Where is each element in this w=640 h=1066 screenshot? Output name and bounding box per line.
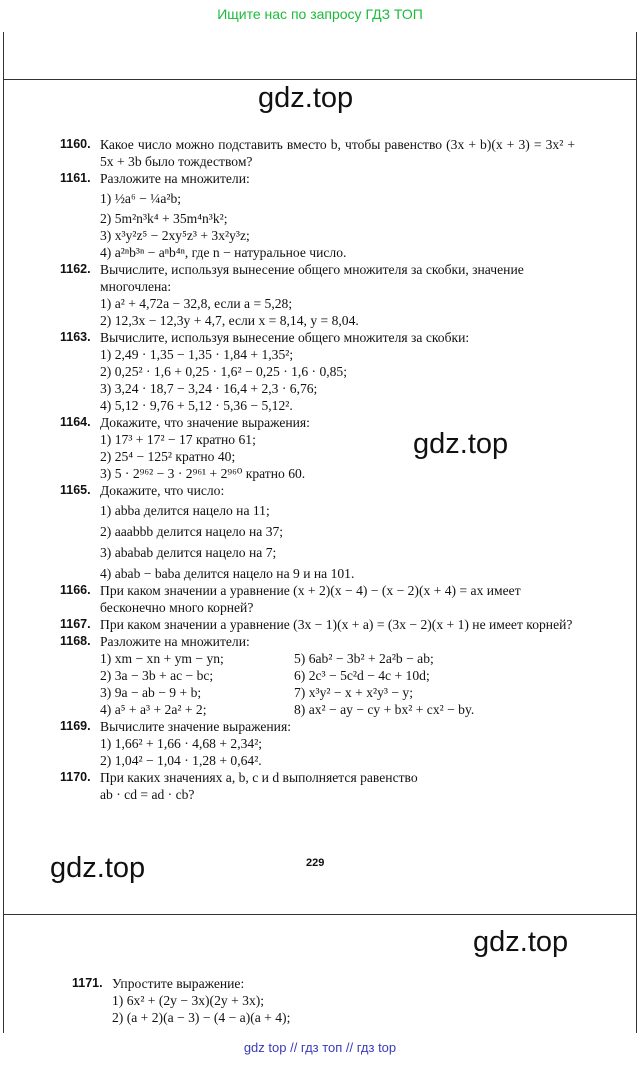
watermark: gdz.top <box>473 926 569 958</box>
problem-1168 <box>60 633 575 650</box>
problem-item: 1) 17³ + 17² − 17 кратно 61; <box>100 432 256 447</box>
problem-text: Вычислите, используя вынесение общего множителя за скобки: <box>100 330 470 345</box>
problem-1162 <box>60 261 575 295</box>
right-column <box>294 650 474 718</box>
problem-item: 2) 12,3x − 12,3y + 4,7, если x = 8,14, y = 8,04. <box>100 313 359 328</box>
page-border-right <box>636 32 637 79</box>
problem-item: 3) x³y²z⁵ − 2xy⁵z³ + 3x²y³z; <box>100 228 250 243</box>
next-page-problems <box>72 975 592 1026</box>
problem-text: Разложите на множители: <box>100 171 250 186</box>
problem-item: 8) ax² − ay − cy + bx² + cx² − by. <box>294 702 475 717</box>
problems-page <box>60 136 575 803</box>
problem-text: Разложите на множители: <box>100 634 250 649</box>
problem-number: 1164. <box>60 415 91 429</box>
problem-item: 2) 0,25² · 1,6 + 0,25 · 1,6² − 0,25 · 1,6 · 0,85; <box>100 364 348 379</box>
problem-item: 3) 3,24 · 18,7 − 3,24 · 16,4 + 2,3 · 6,76; <box>100 381 318 396</box>
page-border-left-main <box>3 80 4 914</box>
problem-1161 <box>60 170 575 187</box>
problem-item: 1) 6x² + (2y − 3x)(2y + 3x); <box>112 993 265 1008</box>
problem-item: 4) abab − baba делится нацело на 9 и на 101. <box>100 566 355 581</box>
problem-number: 1170. <box>60 770 91 784</box>
problem-number: 1165. <box>60 483 91 497</box>
page-border-left-next <box>3 915 4 1033</box>
problem-item: 1) abba делится нацело на 11; <box>100 503 270 518</box>
problem-item: 4) 5,12 · 9,76 + 5,12 · 5,36 − 5,12². <box>100 398 293 413</box>
problem-item: 1) a² + 4,72a − 32,8, если a = 5,28; <box>100 296 293 311</box>
problem-item: 1) 1,66² + 1,66 · 4,68 + 2,34²; <box>100 736 263 751</box>
problem-text: При каком значении a уравнение (x + 2)(x − 4) − (x − 2)(x + 4) = ax имеет бесконечно много корней? <box>100 583 521 615</box>
problem-item: 3) 9a − ab − 9 + b; <box>100 685 202 700</box>
page-border-right-main <box>636 80 637 914</box>
watermark: gdz.top <box>413 428 509 460</box>
problem-text: Какое число можно подставить вместо b, чтобы равенство (3x + b)(x + 3) = 3x² + 5x + 3b было тождеством? <box>100 137 575 169</box>
problem-item: 1) xm − xn + ym − yn; <box>100 651 224 666</box>
problem-text: При каком значении a уравнение (3x − 1)(x + a) = (3x − 2)(x + 1) не имеет корней? <box>100 617 573 632</box>
problem-item: 2) 3a − 3b + ac − bc; <box>100 668 214 683</box>
problem-1171 <box>72 975 592 992</box>
problem-1167 <box>60 616 575 633</box>
problem-number: 1168. <box>60 634 91 648</box>
problem-item: 4) a⁵ + a³ + 2a² + 2; <box>100 702 207 717</box>
problem-number: 1167. <box>60 617 91 631</box>
page-border-left <box>3 32 4 79</box>
problem-item: 1) ½a⁶ − ¼a²b; <box>100 191 182 206</box>
problem-item: 4) a²ⁿb³ⁿ − aⁿb⁴ⁿ, где n − натуральное число. <box>100 245 347 260</box>
problem-1163 <box>60 329 575 346</box>
problem-number: 1163. <box>60 330 91 344</box>
problem-number: 1171. <box>72 976 103 990</box>
problem-text: Вычислите значение выражения: <box>100 719 291 734</box>
watermark: gdz.top <box>50 852 146 884</box>
page-divider-bottom <box>3 914 637 915</box>
problem-1170 <box>60 769 575 786</box>
problem-item: 7) x³y² − x + x²y³ − y; <box>294 685 413 700</box>
problem-text: Докажите, что число: <box>100 483 225 498</box>
problem-item: 1) 2,49 · 1,35 − 1,35 · 1,84 + 1,35²; <box>100 347 294 362</box>
problem-text: Докажите, что значение выражения: <box>100 415 310 430</box>
problem-item: 6) 2c³ − 5c²d − 4c + 10d; <box>294 668 430 683</box>
problem-1165 <box>60 482 575 499</box>
problem-number: 1161. <box>60 171 91 185</box>
problem-item: 2) 1,04² − 1,04 · 1,28 + 0,64². <box>100 753 262 768</box>
watermark: gdz.top <box>258 82 354 114</box>
problem-1160 <box>60 136 575 170</box>
problem-item: 2) 5m²n³k⁴ + 35m⁴n³k²; <box>100 211 228 226</box>
problem-1166 <box>60 582 575 616</box>
page-border-right-next <box>636 915 637 1033</box>
problem-item: 3) 5 · 2⁹⁶² − 3 · 2⁹⁶¹ + 2⁹⁶⁰ кратно 60. <box>100 466 306 481</box>
problem-1169 <box>60 718 575 735</box>
problem-items-two-columns <box>60 650 575 718</box>
left-column <box>100 650 294 718</box>
footer-links[interactable]: gdz top // гдз топ // гдз top <box>243 1040 397 1055</box>
problem-number: 1166. <box>60 583 91 597</box>
problem-item: 3) ababab делится нацело на 7; <box>100 545 277 560</box>
problem-text: Упростите выражение: <box>112 976 245 991</box>
problem-number: 1162. <box>60 262 91 276</box>
problem-text: Вычислите, используя вынесение общего множителя за скобки, значение многочлена: <box>100 262 524 294</box>
problem-number: 1160. <box>60 137 91 151</box>
problem-number: 1169. <box>60 719 91 733</box>
search-banner[interactable]: Ищите нас по запросу ГДЗ ТОП <box>217 6 423 22</box>
problem-item: 2) aaabbb делится нацело на 37; <box>100 524 284 539</box>
page-divider-top <box>3 79 637 80</box>
problem-item: 5) 6ab² − 3b² + 2a²b − ab; <box>294 651 434 666</box>
problem-item: 2) 25⁴ − 125² кратно 40; <box>100 449 236 464</box>
problem-1164 <box>60 414 575 431</box>
problem-text: При каких значениях a, b, c и d выполняется равенство <box>100 770 418 785</box>
problem-item: 2) (a + 2)(a − 3) − (4 − a)(a + 4); <box>112 1010 291 1025</box>
problem-item: ab · cd = ad · cb? <box>100 787 195 802</box>
page-number: 229 <box>306 857 325 869</box>
